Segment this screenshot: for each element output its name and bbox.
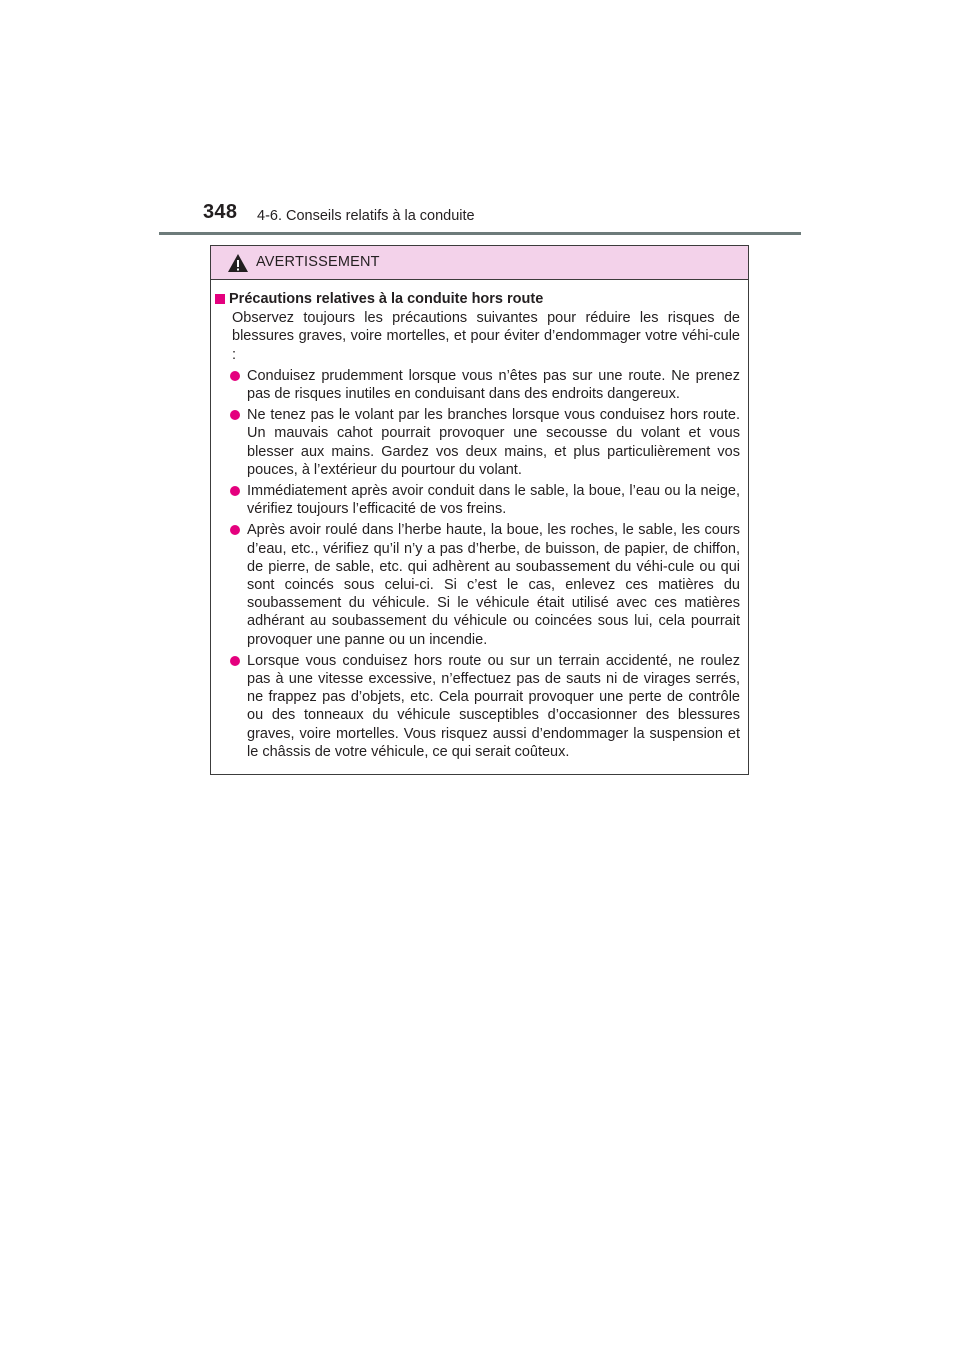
list-item (215, 482, 740, 518)
list-item (215, 521, 740, 648)
list-item-text: Ne tenez pas le volant par les branches lorsque vous conduisez hors route. Un mauvais cahot pourrait provoquer une secousse du volant et vous blesser aux mains. Gardez vos deux mains, et plus particulièrement vos pouces, à l’extérieur du pourtour du volant. (247, 407, 740, 478)
list-item (215, 652, 740, 761)
warning-box (210, 245, 749, 775)
round-bullet-icon (230, 486, 240, 496)
header-rule (159, 232, 801, 235)
subheading-text: Précautions relatives à la conduite hors route (229, 291, 544, 307)
warning-subheading (215, 290, 740, 308)
list-item-text: Conduisez prudemment lorsque vous n’êtes pas sur une route. Ne prenez pas de risques inutiles en conduisant dans des endroits dangereux. (247, 367, 740, 403)
list-item (215, 367, 740, 403)
precautions-list (215, 367, 740, 761)
list-item-text: Après avoir roulé dans l’herbe haute, la boue, les roches, le sable, les cours d’eau, etc., vérifiez qu’il n’y a pas d’herbe, de buisson, de papier, de chiffon, de pierre, de sable, etc. qui adhèrent au soubassement du véhi-cule ou qui sont coincés sous celui-ci. Si c’est le cas, enlevez ces matières du soubassement du véhicule. Si le véhicule était utilisé avec ces matières adhérant au soubassement du véhicule ou coincées sous lui, cela pourrait provoquer une panne ou un incendie. (247, 522, 740, 648)
section-title: 4-6. Conseils relatifs à la conduite (257, 208, 475, 224)
list-item-text: Immédiatement après avoir conduit dans le sable, la boue, l’eau ou la neige, vérifiez toujours l’efficacité de vos freins. (247, 483, 740, 518)
round-bullet-icon (230, 371, 240, 381)
page-number: 348 (203, 201, 238, 223)
warning-body (211, 280, 748, 761)
warning-title: AVERTISSEMENT (256, 254, 380, 270)
square-bullet-icon (215, 294, 225, 304)
warning-triangle-icon (227, 253, 249, 273)
round-bullet-icon (230, 656, 240, 666)
warning-header (211, 246, 748, 280)
warning-intro: Observez toujours les précautions suivantes pour réduire les risques de blessures graves, voire mortelles, et pour éviter d’endommager votre véhi-cule : (232, 310, 740, 363)
round-bullet-icon (230, 525, 240, 535)
list-item-text: Lorsque vous conduisez hors route ou sur un terrain accidenté, ne roulez pas à une vitesse excessive, n’effectuez pas de sauts ni de virages serrés, ne frappez pas d’objets, etc. Cela pourrait provoquer une perte de contrôle ou des tonneaux du véhicule susceptibles d’occasionner des blessures graves, voire mortelles. Vous risquez aussi d’endommager la suspension et le châssis de votre véhicule, ce qui serait coûteux. (247, 652, 740, 760)
round-bullet-icon (230, 410, 240, 420)
list-item (215, 406, 740, 479)
